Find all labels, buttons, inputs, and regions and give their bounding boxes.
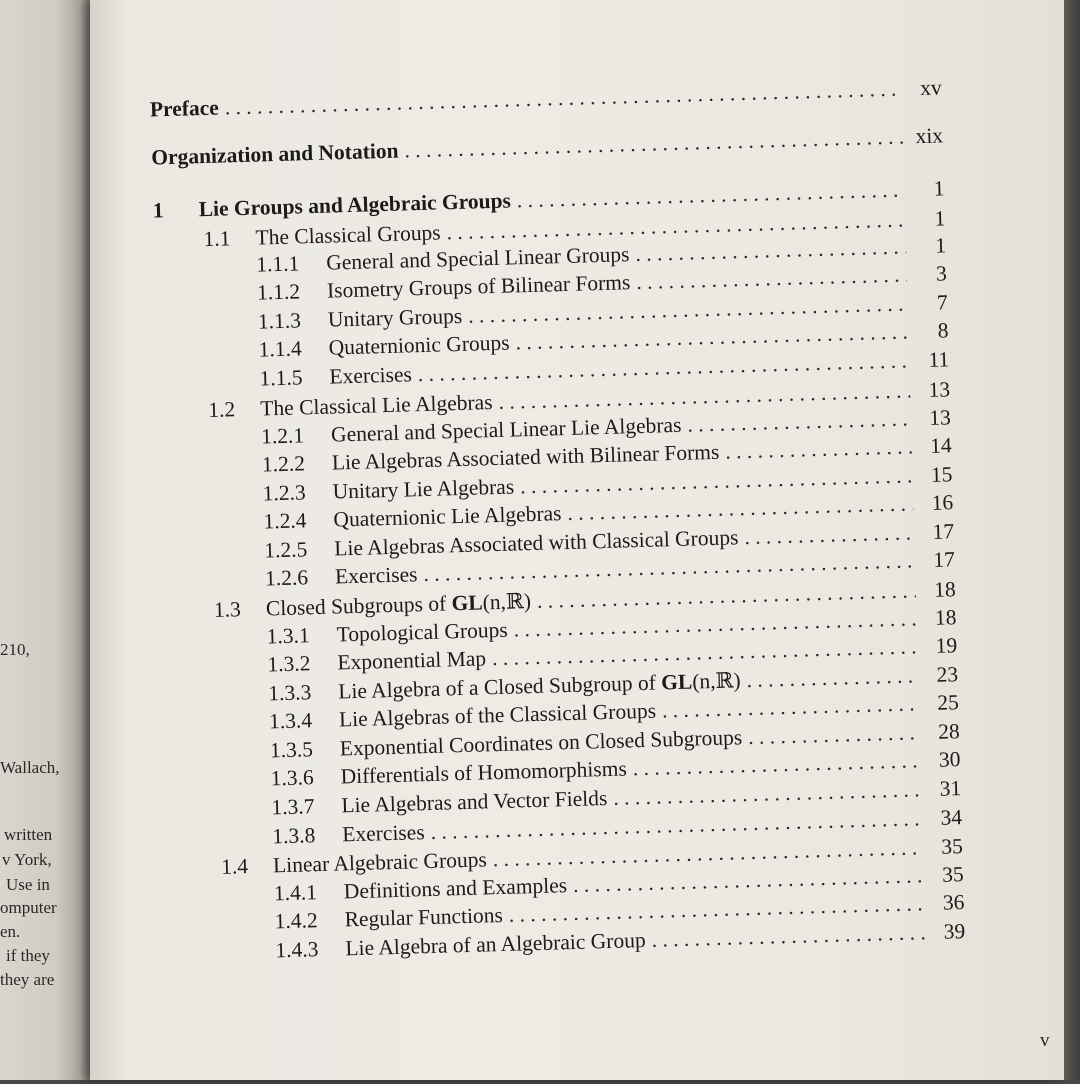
dot-leader (687, 406, 911, 436)
toc-entry-page: 8 (937, 318, 949, 343)
dot-leader (744, 520, 914, 548)
left-page-text-fragment: en. (0, 922, 21, 941)
toc-entry-title-text: Unitary Lie Algebras (332, 474, 515, 504)
toc-entry-title (260, 390, 499, 422)
dot-leader (224, 77, 902, 120)
toc-entry-title-text: The Classical Lie Algebras (260, 390, 493, 421)
toc-entry-page: 39 (943, 919, 966, 944)
toc-entry-number: 1.1.4 (258, 336, 303, 362)
toc-entry-title (327, 270, 637, 304)
toc-entry-title (328, 330, 516, 360)
toc-entry-page: xix (915, 123, 944, 149)
toc-entry-page: 1 (934, 206, 946, 231)
dot-leader (748, 720, 920, 748)
left-page-text-fragment: v York, (2, 850, 52, 869)
toc-entry-page: 36 (942, 890, 965, 915)
toc-entry-number: 1.1.2 (256, 279, 301, 305)
toc-entry-page: 35 (941, 834, 964, 859)
toc-entry-page: 17 (932, 519, 955, 544)
toc-entry-number: 1.2.3 (262, 480, 307, 506)
toc-entry-page: 28 (937, 719, 960, 744)
toc-entry-title-text: Exponential Map (337, 646, 487, 675)
toc-entry-title-tail: (n,ℝ) (691, 668, 741, 694)
toc-entry-title (150, 95, 225, 122)
toc-entry-title-tail: (n,ℝ) (482, 589, 532, 615)
toc-entry-title-text: Quaternionic Groups (328, 330, 510, 360)
toc-entry-title (341, 786, 613, 819)
toc-entry-page: 14 (929, 433, 952, 458)
toc-entry-title-text: The Classical Groups (255, 220, 441, 250)
toc-entry-page: 31 (939, 776, 962, 801)
toc-entry-page: 17 (932, 547, 956, 572)
toc-entry-title-text: Lie Algebra of a Closed Subgroup of (337, 670, 662, 704)
toc-entry-title (335, 562, 424, 589)
toc-entry-title-text: Quaternionic Lie Algebras (333, 501, 562, 532)
toc-entry-number: 1.3.5 (269, 737, 314, 763)
left-page-text-fragment: they are (0, 970, 55, 989)
toc-entry-title (198, 188, 517, 222)
toc-entry-title (337, 646, 492, 675)
toc-entry-number: 1.1.3 (257, 308, 302, 334)
toc-entry-page: 1 (934, 233, 947, 258)
dot-leader (632, 748, 920, 780)
dot-leader (746, 663, 918, 691)
toc-entry-number: 1.3.6 (270, 765, 314, 791)
toc-entry-title (266, 589, 538, 622)
left-page-text-fragment: Use in (6, 875, 50, 894)
dot-leader (517, 177, 905, 211)
toc-entry-number: 1.4.2 (274, 908, 318, 934)
dot-leader (662, 691, 919, 722)
toc-entry-title (339, 698, 663, 732)
toc-entry-title (336, 618, 514, 648)
toc-entry-page: xv (919, 75, 942, 100)
toc-entry-page: 1 (933, 176, 945, 201)
toc-entry-title (273, 847, 493, 878)
toc-entry-title (345, 928, 652, 962)
toc-entry-number: 1.4.3 (275, 937, 319, 963)
toc-entry-number: 1.2.6 (264, 565, 309, 591)
toc-entry-title (255, 220, 447, 250)
left-page-text-fragment: Wallach, (0, 758, 60, 777)
toc-entry-title-text: Lie Algebras and Vector Fields (341, 786, 608, 818)
toc-entry-title (329, 362, 418, 389)
toc-entry-page: 19 (935, 633, 958, 658)
toc-entry-number: 1.4 (220, 854, 249, 879)
toc-entry-page: 18 (933, 577, 956, 602)
toc-entry-page: 30 (938, 747, 961, 772)
toc-entry-title-text: Linear Algebraic Groups (272, 847, 488, 878)
toc-entry-title-text: Lie Algebras of the Classical Groups (338, 698, 657, 732)
toc-entry-title (328, 304, 469, 333)
toc-entry-number: 1.4.1 (273, 880, 318, 906)
left-page-edge (0, 0, 92, 1080)
toc-entry-page: 25 (936, 690, 960, 715)
dot-leader (613, 777, 922, 809)
toc-entry-title-text: Lie Algebra of an Algebraic Group (345, 928, 646, 961)
toc-entry-number: 1.3 (213, 597, 242, 622)
toc-entry-title-text: Regular Functions (344, 902, 504, 932)
toc-entry-title (340, 756, 633, 789)
toc-entry-title (333, 501, 568, 533)
toc-entry-org (151, 123, 943, 170)
toc-entry-page: 34 (940, 805, 963, 830)
table-of-contents (87, 0, 1080, 1084)
left-page-text-fragment: 210, (0, 640, 30, 659)
toc-entry-title-text: Exponential Coordinates on Closed Subgroups (339, 725, 743, 761)
toc-entry-page: 11 (928, 347, 950, 372)
toc-entry-number: 1.3.8 (271, 823, 316, 849)
toc-entry-title (344, 903, 509, 933)
toc-entry-title-text: Exercises (341, 820, 425, 847)
toc-entry-page: 13 (929, 405, 952, 430)
toc-entry-title-text: Definitions and Examples (343, 873, 568, 904)
toc-entry-number: 1.2.1 (260, 423, 305, 449)
toc-entry-page: 18 (934, 605, 957, 630)
toc-entry-number: 1.3.3 (267, 680, 312, 706)
toc-entry-title-text: Closed Subgroups of (265, 591, 452, 621)
left-page-text-fragment: omputer (0, 898, 57, 917)
toc-entry-number: 1.3.7 (271, 794, 315, 820)
toc-entry-title (344, 873, 574, 904)
toc-entry-number: 1.2.5 (263, 537, 308, 563)
toc-entry-title-text: Organization and Notation (150, 138, 399, 170)
toc-entry-title-text: Topological Groups (336, 617, 509, 647)
toc-entry-number: 1.1.5 (259, 365, 303, 391)
toc-entry-number: 1.2.2 (261, 451, 306, 477)
toc-entry-title-text: Lie Groups and Algebraic Groups (198, 188, 512, 222)
left-page-text-fragment: if they (6, 946, 50, 965)
toc-entry-title-text: Lie Algebras Associated with Bilinear Forms (331, 439, 720, 475)
toc-entry-number: 1.3.1 (266, 623, 311, 649)
toc-entry-title-text: Differentials of Homomorphisms (340, 756, 628, 789)
toc-entry-title-text: Lie Algebras Associated with Classical Groups (333, 525, 739, 561)
toc-entry-title-text: Unitary Groups (327, 303, 463, 332)
left-page-text-fragment: written (4, 825, 53, 844)
dot-leader (651, 920, 925, 951)
toc-entry-title (332, 474, 520, 504)
toc-entry-page: 16 (931, 490, 954, 515)
toc-entry-page: 35 (941, 862, 964, 887)
next-page-edge (1064, 0, 1080, 1080)
toc-entry-number: 1.3.2 (267, 651, 311, 677)
toc-entry-page: 15 (930, 462, 953, 487)
toc-entry-title-text: Isometry Groups of Bilinear Forms (326, 270, 631, 303)
toc-entry-number: 1.1 (203, 226, 231, 252)
toc-entry-preface (150, 75, 942, 122)
toc-entry-title (342, 820, 431, 847)
toc-entry-title (151, 138, 405, 170)
toc-entry-title-bold: GL (451, 590, 484, 616)
toc-entry-page: 7 (936, 290, 948, 315)
toc-entry-title-text: Exercises (334, 562, 418, 589)
dot-leader (635, 234, 906, 265)
toc-entry-page: 23 (936, 662, 959, 687)
toc-page (90, 0, 1064, 1080)
toc-entry-number: 1.2.4 (263, 508, 307, 534)
toc-entry-title-text: General and Special Linear Lie Algebras (330, 412, 682, 447)
toc-entry-number: 1.2 (208, 397, 236, 422)
toc-entry-number: 1.3.4 (268, 708, 313, 734)
dot-leader (636, 262, 907, 293)
toc-entry-title-bold: GL (660, 669, 693, 695)
toc-entry-title-text: General and Special Linear Groups (325, 242, 630, 275)
toc-entry-number: 1.1.1 (255, 251, 300, 277)
toc-entry-title-text: Preface (149, 95, 220, 122)
toc-entry-page: 13 (928, 377, 951, 402)
toc-entry-page: 3 (935, 261, 948, 286)
dot-leader (404, 125, 903, 163)
page-number: v (1040, 1030, 1050, 1051)
toc-entry-title-text: Exercises (329, 362, 413, 389)
dot-leader (725, 434, 912, 463)
toc-entry-number: 1 (152, 198, 164, 223)
